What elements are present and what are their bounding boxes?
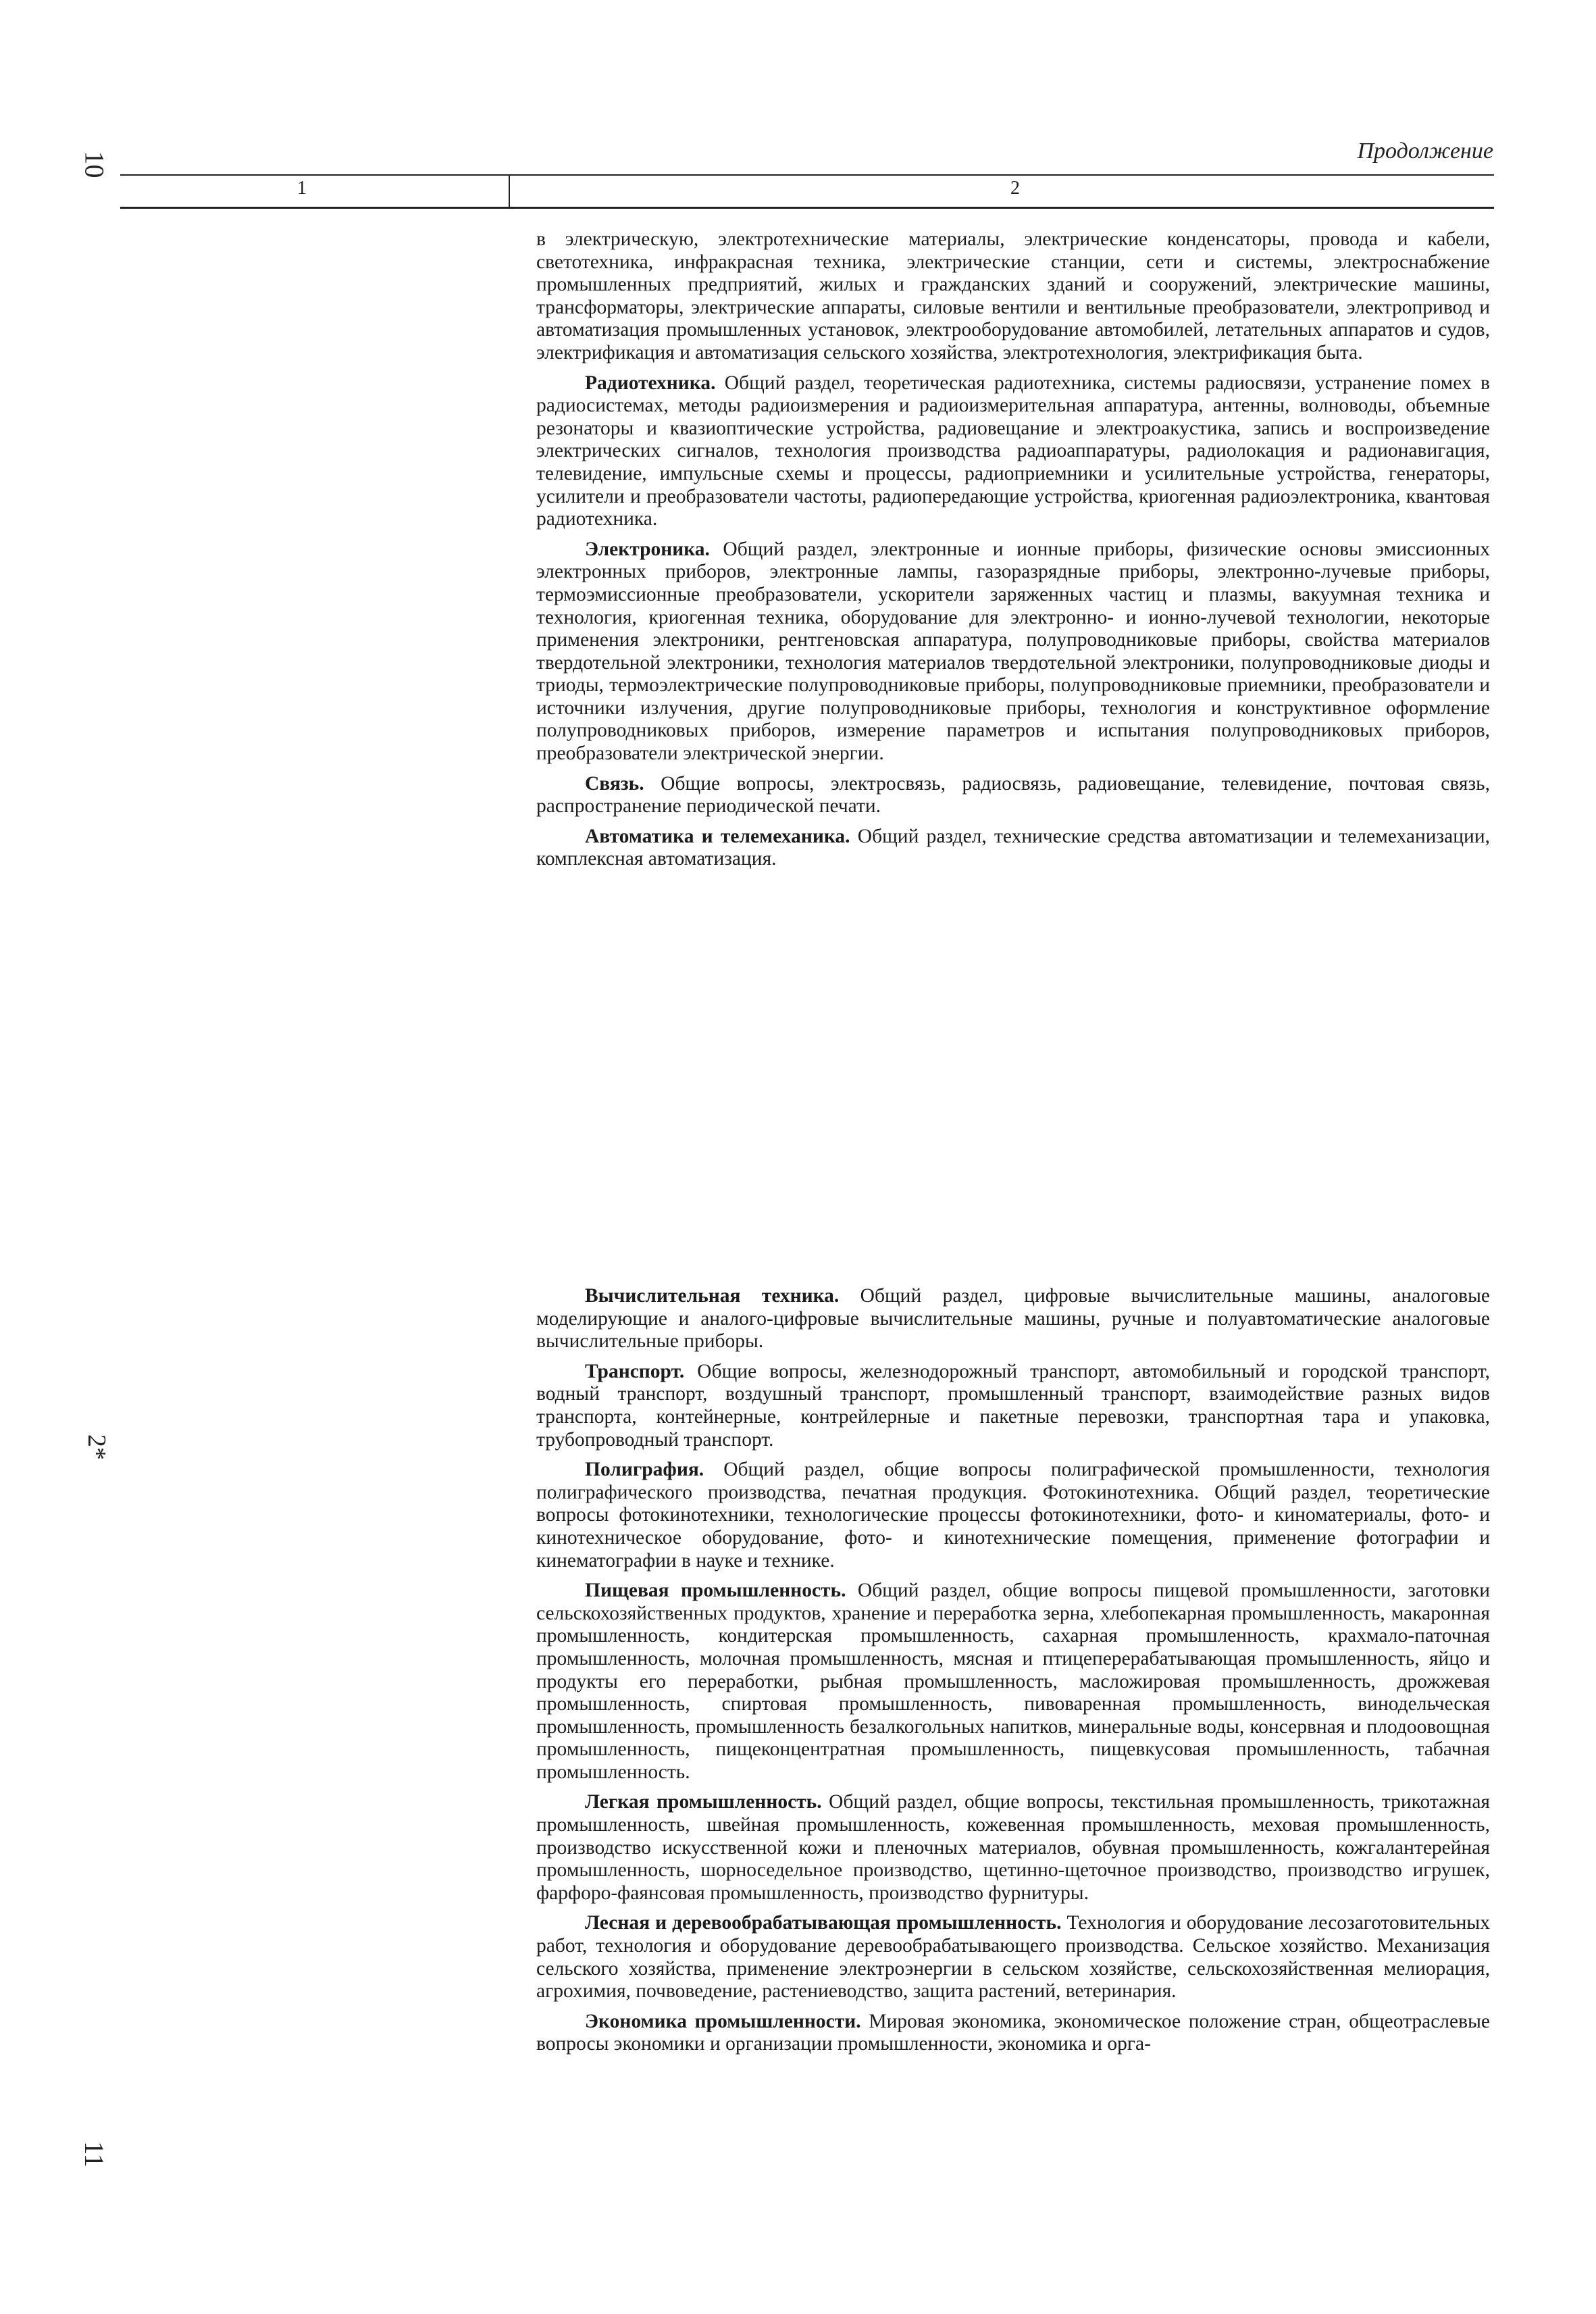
entry-term: Связь. bbox=[585, 772, 644, 795]
entry-paragraph bbox=[536, 1912, 1490, 2003]
entry-text: Общие вопросы, электросвязь, радиосвязь, радиовещание, телевидение, почтовая связь, распространение периодической печати. bbox=[536, 772, 1490, 818]
text-block-top bbox=[536, 228, 1490, 878]
entry-text: Общий раздел, электронные и ионные приборы, физические основы эмиссионных электронных приборов, электронные лампы, газоразрядные приборы, электронно-лучевые приборы, термоэмиссионные преобразователи, ускорители заряженных частиц и плазмы, вакуумная техника и технология, криогенная техника, оборудование для электронно- и ионно-лучевой технологии, некоторые применения электроники, рентгеновская аппаратура, полупроводниковые приборы, свойства материалов твердотельной электроники, технология материалов твердотельной электроники, полупроводниковые диоды и триоды, термоэлектрические полупроводниковые приборы, полупроводниковые приемники, преобразователи и источники излучения, другие полупроводниковые приборы, технология и конструктивное оформление полупроводниковых приборов, измерение параметров и испытания полупроводниковых приборов, преобразователи электрической энергии. bbox=[536, 538, 1490, 765]
signature-mark: 2* bbox=[82, 1434, 111, 1460]
entry-paragraph bbox=[536, 1285, 1490, 1353]
entry-paragraph bbox=[536, 538, 1490, 765]
entry-text: Общий раздел, общие вопросы пищевой промышленности, заготовки сельскохозяйственных продуктов, хранение и переработка зерна, хлебопекарная промышленность, макаронная промышленность, кондитерская промышленность, сахарная промышленность, крахмало-паточная промышленность, молочная промышленность, мясная и птицеперерабатывающая промышленность, яйцо и продукты его переработки, рыбная промышленность, масложировая промышленность, дрожжевая промышленность, спиртовая промышленность, пивоваренная промышленность, винодельческая промышленность, промышленность безалкогольных напитков, минеральные воды, консервная и плодоовощная промышленность, пищеконцентратная промышленность, пищевкусовая промышленность, табачная промышленность. bbox=[536, 1580, 1491, 1783]
entry-paragraph bbox=[536, 1459, 1490, 1572]
intro-paragraph: в электрическую, электротехнические материалы, электрические конденсаторы, провода и кабели, светотехника, инфракрасная техника, электрические станции, сети и системы, электроснабжение промышленных предприятий, жилых и гражданских зданий и сооружений, электрические машины, трансформаторы, электрические аппараты, силовые вентили и вентильные преобразователи, электропривод и автоматизация промышленных установок, электрооборудование автомобилей, летательных аппаратов и судов, электрификация и автоматизация сельского хозяйства, электротехнология, электрификация быта. bbox=[536, 228, 1490, 363]
entry-paragraph bbox=[536, 826, 1490, 871]
page-number-top: 10 bbox=[79, 151, 110, 178]
entry-term: Радиотехника. bbox=[585, 372, 716, 394]
entry-text: Общий раздел, общие вопросы полиграфической промышленности, технология полиграфического производства, печатная продукция. Фотокинотехника. Общий раздел, теоретические вопросы фотокинотехники, технологические процессы фотокинотехники, фото- и киноматериалы, фото- и кинотехническое оборудование, фото- и кинотехнические помещения, применение фотографии и кинематографии в науке и технике. bbox=[536, 1459, 1490, 1571]
entry-term: Автоматика и телемеханика. bbox=[585, 825, 850, 847]
entry-text: Общий раздел, цифровые вычислительные машины, аналоговые моделирующие и аналого-цифровые вычислительные машины, ручные и полуавтоматические аналоговые вычислительные приборы. bbox=[536, 1285, 1491, 1353]
entry-term: Полиграфия. bbox=[585, 1459, 704, 1481]
entry-paragraph bbox=[536, 1580, 1490, 1784]
entry-term: Лесная и деревообрабатывающая промышленность. bbox=[585, 1912, 1062, 1934]
page-number-bottom: 11 bbox=[78, 2141, 109, 2167]
column-separator bbox=[509, 176, 510, 207]
entry-paragraph bbox=[536, 372, 1490, 531]
entry-term: Вычислительная техника. bbox=[585, 1285, 840, 1307]
table-header-rule bbox=[120, 207, 1494, 209]
entry-text: Мировая экономика, экономическое положение стран, общеотраслевые вопросы экономики и организации промышленности, экономика и орга- bbox=[536, 2010, 1490, 2055]
entry-term: Легкая промышленность. bbox=[585, 1791, 822, 1813]
entry-paragraph bbox=[536, 773, 1490, 818]
entry-term: Экономика промышленности. bbox=[585, 2010, 861, 2032]
entry-paragraph bbox=[536, 1361, 1490, 1451]
entry-term: Пищевая промышленность. bbox=[585, 1580, 846, 1602]
entry-text: Технология и оборудование лесозаготовительных работ, технология и оборудование деревообрабатывающего производства. Сельское хозяйство. Механизация сельского хозяйства, применение электроэнергии в сельском хозяйстве, сельскохозяйственная мелиорация, агрохимия, почвоведение, растениеводство, защита растений, ветеринария. bbox=[536, 1912, 1490, 2003]
column-header-2: 2 bbox=[1010, 178, 1020, 199]
table-top-rule bbox=[120, 174, 1494, 176]
entry-paragraph bbox=[536, 1791, 1490, 1905]
entry-text: Общий раздел, общие вопросы, текстильная промышленность, трикотажная промышленность, швейная промышленность, кожевенная промышленность, меховая промышленность, производство искусственной кожи и пленочных материалов, обувная промышленность, кожгалантерейная промышленность, шорноседельное производство, щетинно-щеточное производство, производство игрушек, фарфоро-фаянсовая промышленность, производство фурнитуры. bbox=[536, 1791, 1490, 1904]
entry-text: Общий раздел, теоретическая радиотехника, системы радиосвязи, устранение помех в радиосистемах, методы радиоизмерения и радиоизмерительная аппаратура, антенны, волноводы, объемные резонаторы и квазиоптические устройства, радиовещание и электроакустика, запись и воспроизведение электрических сигналов, технология производства радиоаппаратуры, радиолокация и радионавигация, телевидение, импульсные схемы и процессы, радиоприемники и усилительные устройства, генераторы, усилители и преобразователи частоты, радиопередающие устройства, криогенная радиоэлектроника, квантовая радиотехника. bbox=[536, 372, 1490, 530]
entry-paragraph bbox=[536, 2011, 1490, 2056]
entry-text: Общие вопросы, железнодорожный транспорт, автомобильный и городской транспорт, водный транспорт, воздушный транспорт, промышленный транспорт, взаимодействие разных видов транспорта, контейнерные, контрейлерные и пакетные перевозки, транспортная тара и упаковка, трубопроводный транспорт. bbox=[536, 1360, 1490, 1451]
entry-term: Электроника. bbox=[585, 538, 710, 560]
entry-term: Транспорт. bbox=[585, 1360, 685, 1382]
entry-text: Общий раздел, технические средства автоматизации и телемеханизации, комплексная автоматизация. bbox=[536, 825, 1491, 870]
text-block-bottom bbox=[536, 1285, 1490, 2063]
continuation-label: Продолжение bbox=[1357, 139, 1493, 164]
column-header-1: 1 bbox=[297, 178, 307, 199]
